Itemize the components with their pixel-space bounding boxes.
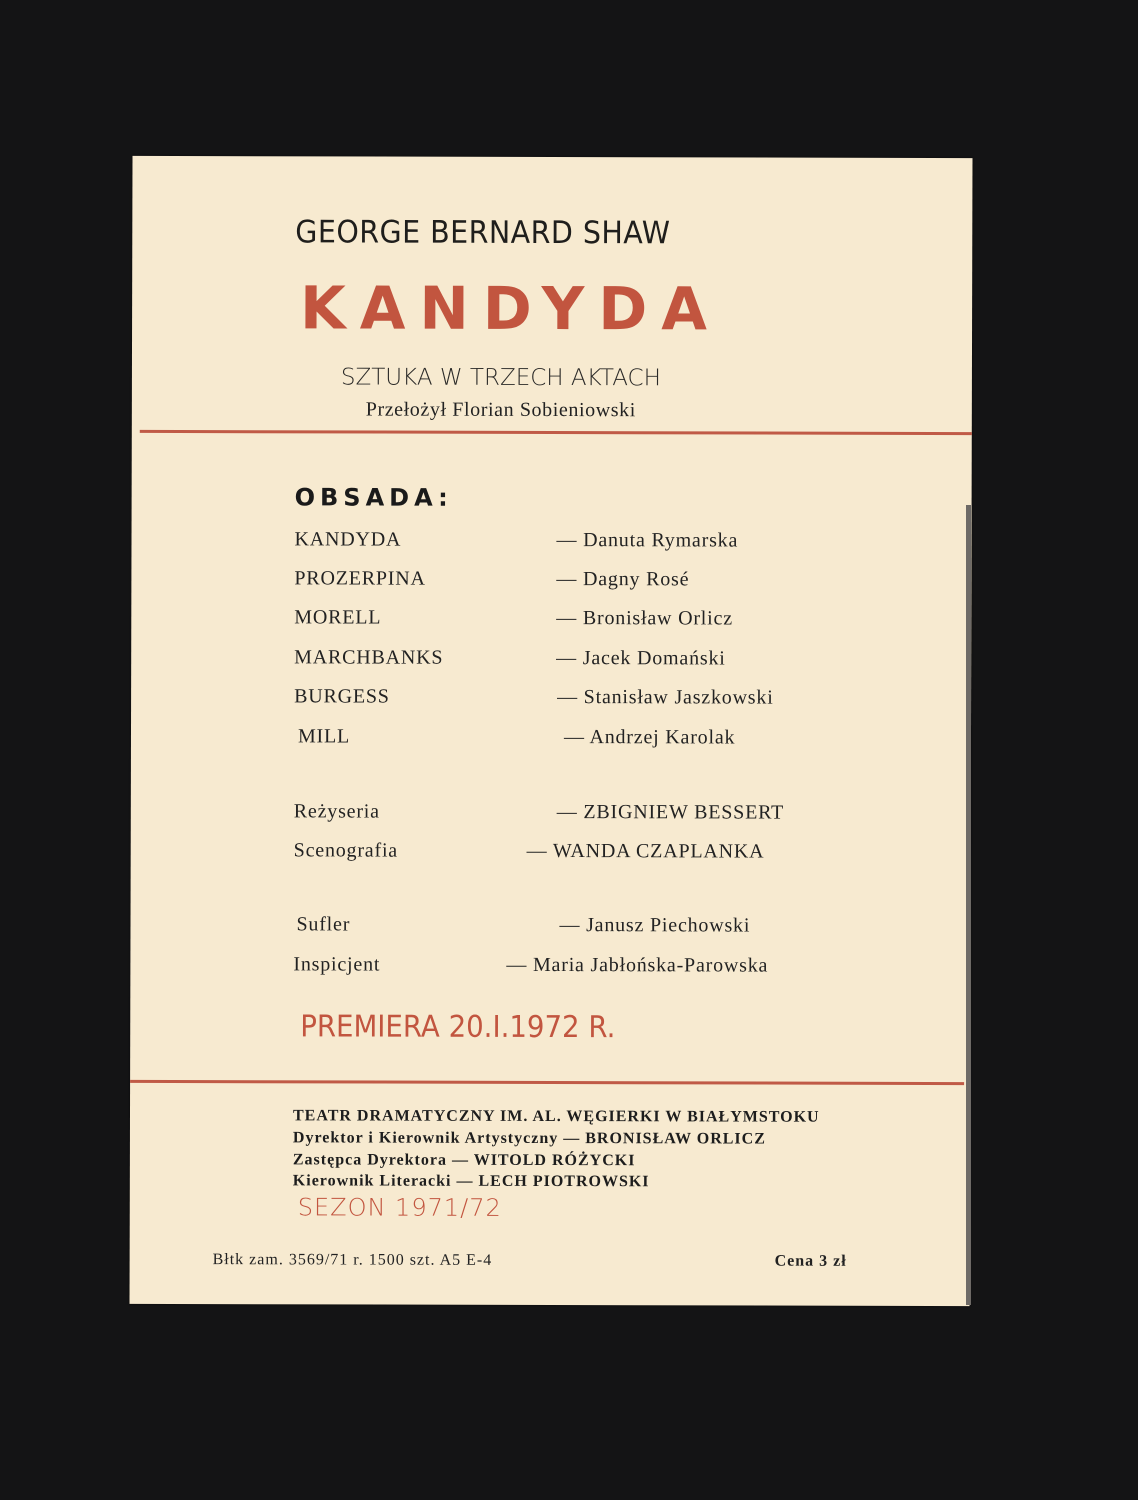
play-subtitle: SZTUKA W TRZECH AKTACH [340,364,661,392]
price-label: Cena 3 zł [774,1252,847,1270]
printer-imprint: Błtk zam. 3569/71 r. 1500 szt. A5 E-4 [212,1251,493,1269]
cast-role: PROZERPINA [294,567,426,590]
theatre-name: TEATR DRAMATYCZNY IM. AL. WĘGIERKI W BIAŁYMSTOKU [292,1107,820,1126]
crew-name: — WANDA CZAPLANKA [526,839,765,863]
crew-role: Scenografia [293,839,399,862]
crew-name: — ZBIGNIEW BESSERT [556,801,785,824]
play-title: KANDYDA [300,273,722,344]
translator-credit: Przełożył Florian Sobieniowski [365,398,636,422]
cast-heading: OBSADA: [294,483,453,512]
cast-actor: — Jacek Domański [556,647,726,670]
divider-bottom [130,1080,964,1085]
crew-role: Reżyseria [293,800,380,823]
literary-line: Kierownik Literacki — LECH PIOTROWSKI [292,1172,650,1191]
season-label: SEZON 1971/72 [297,1193,502,1222]
cast-actor: — Bronisław Orlicz [556,607,733,630]
cast-role: KANDYDA [294,528,402,551]
cast-actor: — Dagny Rosé [556,568,690,591]
crew-role: Inspicjent [293,953,381,976]
crew-name: — Janusz Piechowski [559,914,751,937]
cast-role: BURGESS [294,685,390,708]
author-name: GEORGE BERNARD SHAW [295,214,671,252]
cast-actor: — Stanisław Jaszkowski [557,686,774,709]
cast-role: MARCHBANKS [294,646,444,669]
program-sheet [129,156,972,1306]
divider-top [140,430,972,435]
cast-role: MILL [297,725,351,748]
crew-name: — Maria Jabłońska-Parowska [506,953,769,977]
cast-role: MORELL [294,606,382,629]
director-line: Dyrektor i Kierownik Artystyczny — BRONISŁAW ORLICZ [292,1129,766,1148]
crew-role: Sufler [296,913,351,936]
premiere-date: PREMIERA 20.I.1972 R. [300,1009,616,1046]
cast-actor: — Danuta Rymarska [556,529,739,552]
cast-actor: — Andrzej Karolak [563,726,736,749]
deputy-line: Zastępca Dyrektora — WITOLD RÓŻYCKI [292,1151,636,1170]
sheet-shadow-edge [966,505,971,1305]
